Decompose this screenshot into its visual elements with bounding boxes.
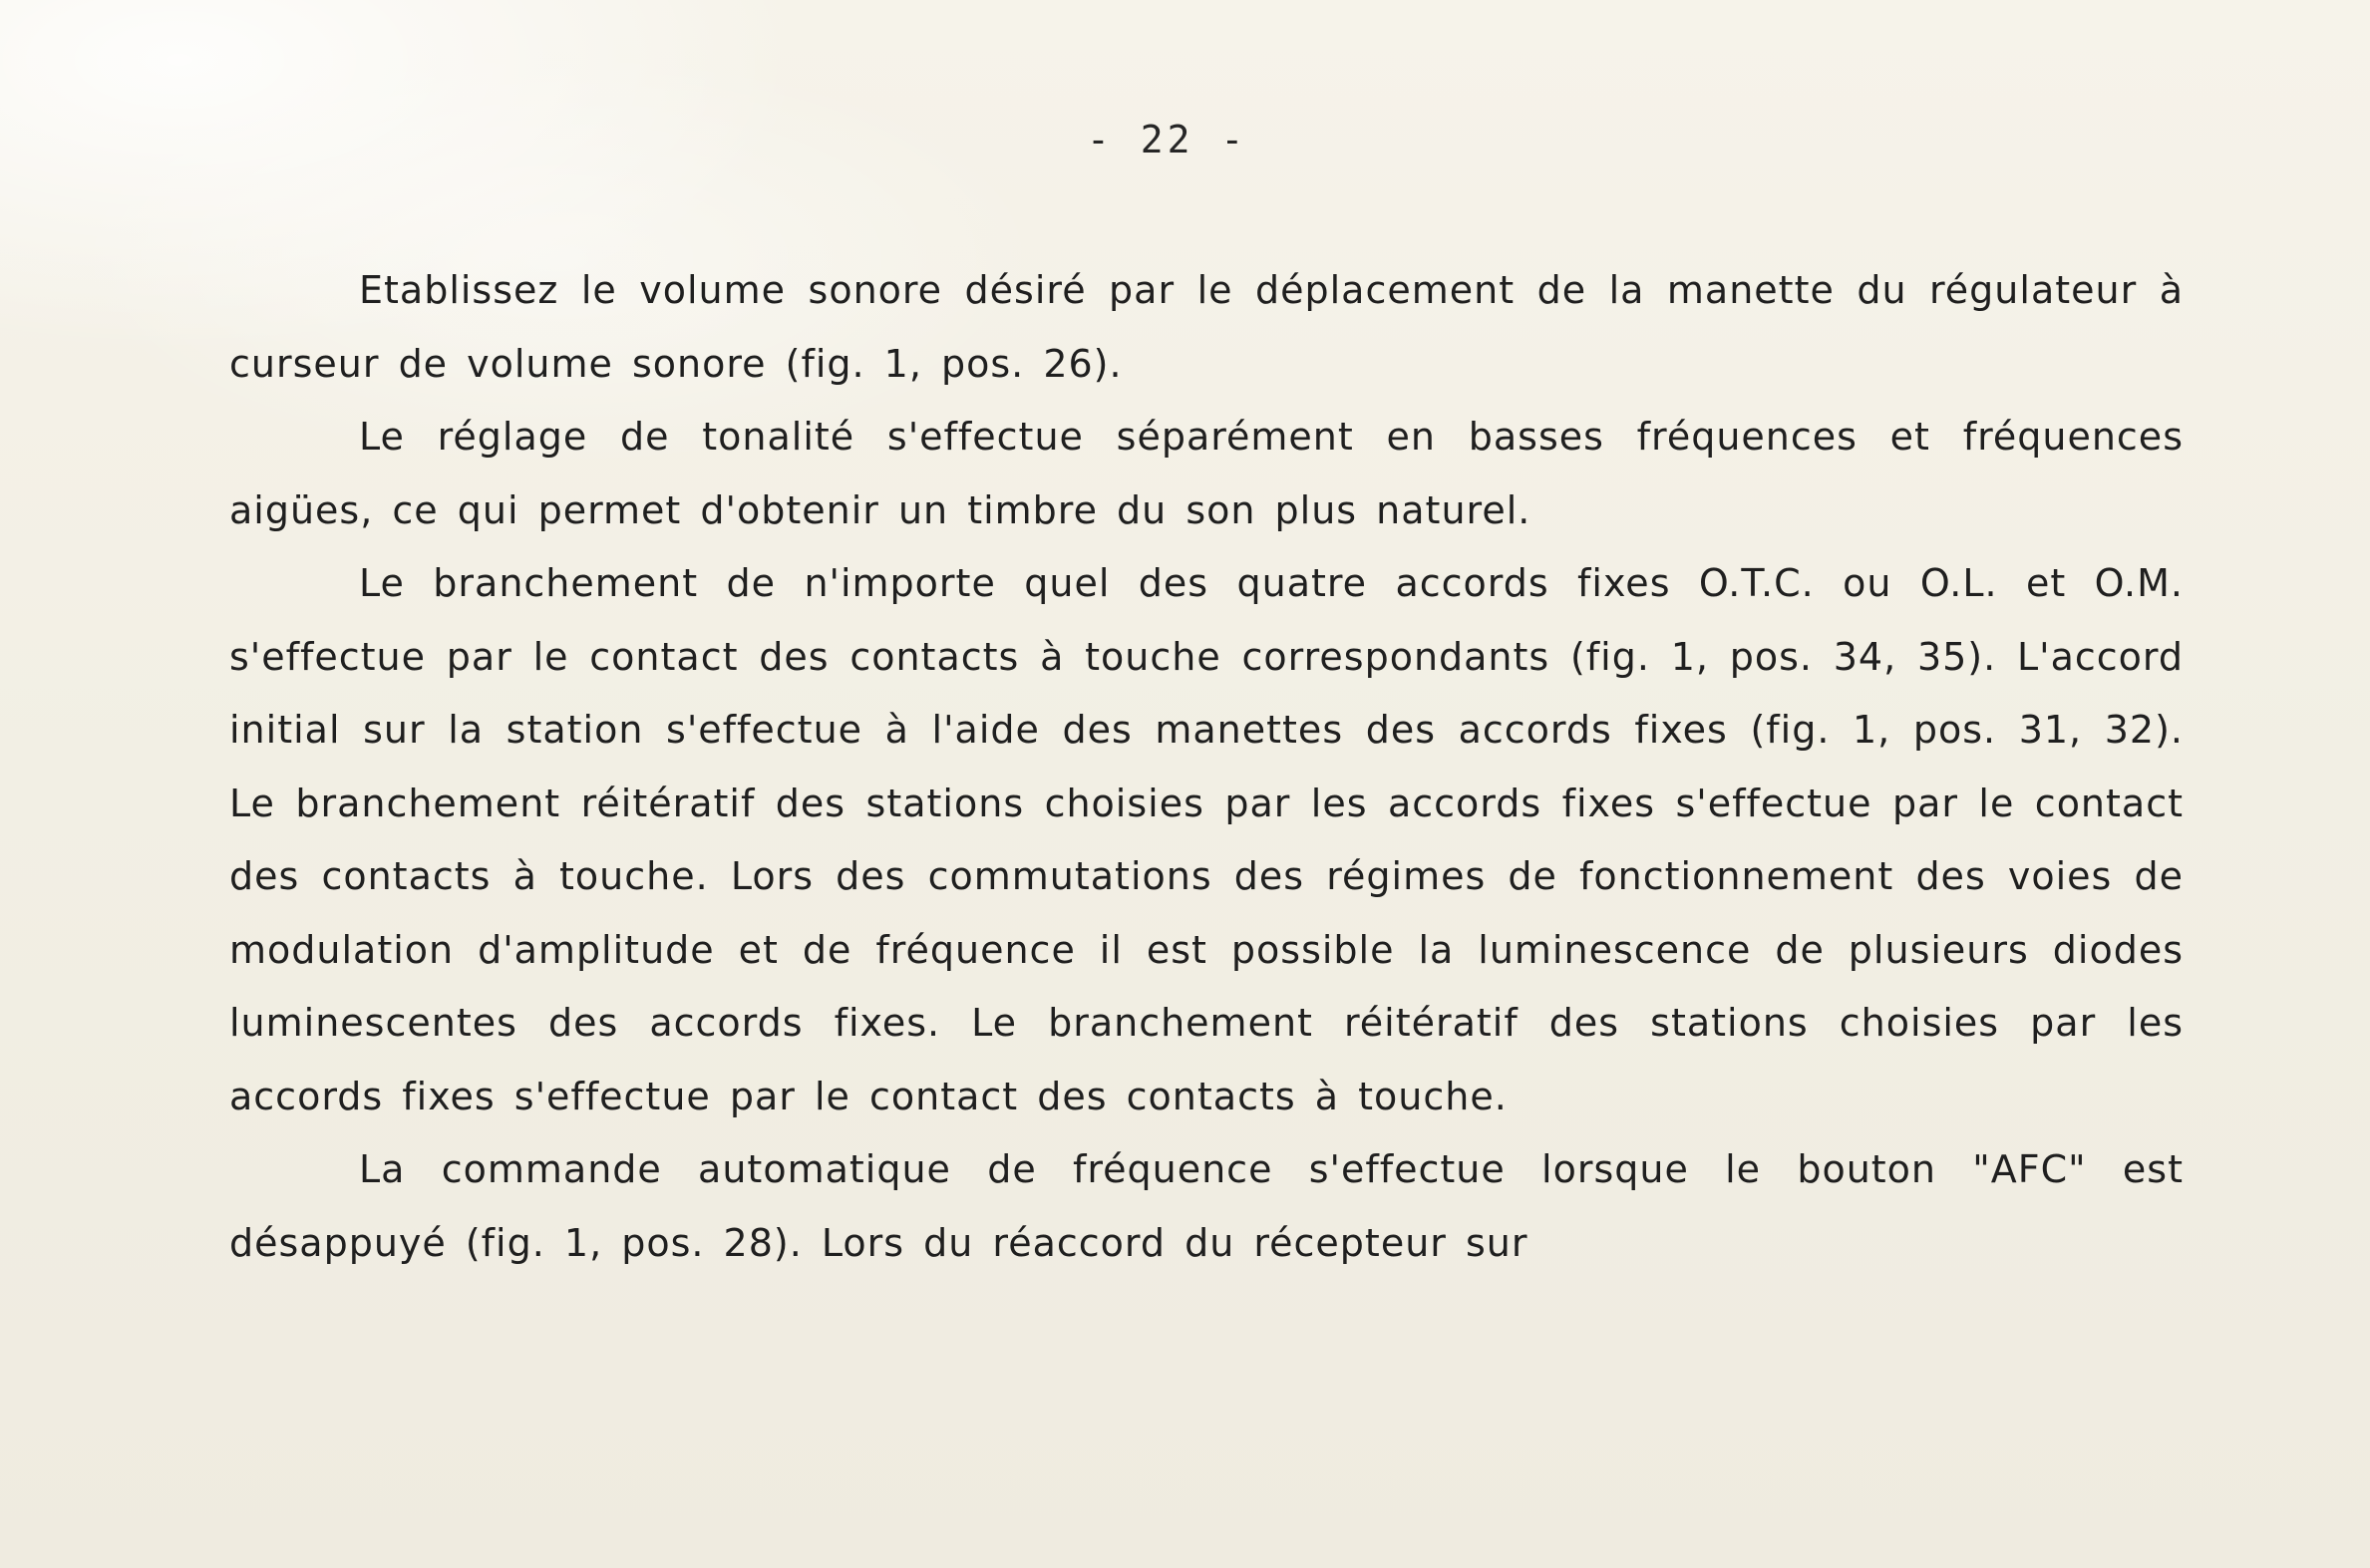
paragraph-volume: Etablissez le volume sonore désiré par le déplacement de la manette du régulateur à curseur de volume sonore (fig. 1, pos. 26). (229, 268, 2184, 386)
paragraph-afc: La commande automatique de fréquence s'effectue lorsque le bouton "AFC" est désappuyé (fig. 1, pos. 28). Lors du réaccord du récepteur sur (229, 1147, 2184, 1265)
body-text (229, 254, 2184, 1280)
page-number: - 22 - (1087, 118, 1248, 161)
paragraph-fixed-tunings: Le branchement de n'importe quel des quatre accords fixes O.T.C. ou O.L. et O.M. s'effectue par le contact des contacts à touche correspondants (fig. 1, pos. 34, 35). L'accord initial sur la station s'effectue à l'aide des manettes des accords fixes (fig. 1, pos. 31, 32). Le branchement réitératif des stations choisies par les accords fixes s'effectue par le contact des contacts à touche. Lors des commutations des régimes de fonctionnement des voies de modulation d'amplitude et de fréquence il est possible la luminescence de plusieurs diodes luminescentes des accords fixes. Le branchement réitératif des stations choisies par les accords fixes s'effectue par le contact des contacts à touche. (229, 561, 2184, 1118)
paragraph-tone: Le réglage de tonalité s'effectue séparément en basses fréquences et fréquences aigües, ce qui permet d'obtenir un timbre du son plus naturel. (229, 415, 2184, 532)
